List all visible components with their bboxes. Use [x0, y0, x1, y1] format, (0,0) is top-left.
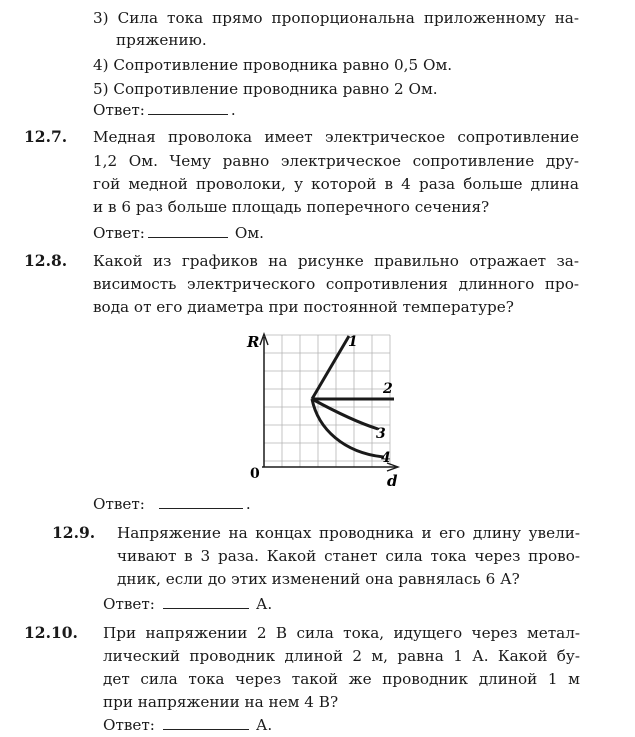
answer-label: Ответ: [103, 595, 155, 613]
answer-row-12-9 [103, 594, 272, 614]
problem-number-12-8: 12.8. [24, 251, 68, 270]
problem-12-7-line: Медная проволока имеет электрическое сопротивление [93, 128, 579, 146]
answer-row-12-10 [103, 715, 272, 735]
curve-1-label: 1 [348, 334, 358, 350]
problem-12-10-line: дет сила тока через такой же проводник длиной 1 м [103, 670, 580, 688]
option-5: 5) Сопротивление проводника равно 2 Ом. [93, 80, 438, 98]
answer-row-prev [93, 100, 236, 120]
answer-label: Ответ: [93, 224, 145, 242]
x-axis-label: d [387, 472, 398, 490]
problem-12-9-line: Напряжение на концах проводника и его длину увели- [117, 524, 580, 542]
problem-12-9-line: чивают в 3 раза. Какой станет сила тока через прово- [117, 547, 580, 565]
answer-blank[interactable] [163, 595, 249, 609]
option-3-line-1: 3) Сила тока прямо пропорциональна приложенному на- [93, 9, 579, 27]
answer-label: Ответ: [93, 101, 145, 119]
answer-label: Ответ: [103, 716, 155, 734]
problem-12-10-line: при напряжении на нем 4 В? [103, 693, 339, 711]
problem-12-7-line: и в 6 раз больше площадь поперечного сечения? [93, 198, 490, 216]
curve-2-label: 2 [383, 381, 393, 397]
problem-number-12-7: 12.7. [24, 127, 68, 146]
curve-3-label: 3 [376, 426, 386, 442]
answer-label: Ответ: [93, 495, 145, 513]
problem-12-7-line: 1,2 Ом. Чему равно электрическое сопротивление дру- [93, 152, 579, 170]
answer-row-12-8 [93, 494, 251, 514]
problem-number-12-10: 12.10. [24, 623, 78, 642]
answer-tail: . [230, 101, 236, 119]
answer-row-12-7 [93, 223, 264, 243]
y-axis-label: R [247, 333, 260, 351]
graph-grid [264, 335, 390, 467]
answer-unit: Ом. [234, 224, 265, 242]
origin-label: 0 [250, 466, 260, 482]
problem-number-12-9: 12.9. [52, 523, 96, 542]
option-4: 4) Сопротивление проводника равно 0,5 Ом. [93, 56, 453, 74]
problem-12-10-line: При напряжении 2 В сила тока, идущего через метал- [103, 624, 580, 642]
problem-12-8-line: висимость электрического сопротивления длинного про- [93, 275, 579, 293]
problem-12-10-line: лический проводник длиной 2 м, равна 1 А. Какой бу- [103, 647, 580, 665]
resistance-diameter-graph [244, 325, 404, 490]
answer-unit: А. [255, 595, 273, 613]
problem-12-8-line: вода от его диаметра при постоянной температуре? [93, 298, 514, 316]
answer-blank[interactable] [159, 495, 243, 509]
problem-12-7-line: гой медной проволоки, у которой в 4 раза больше длина [93, 175, 579, 193]
answer-blank[interactable] [148, 224, 228, 238]
option-3-line-2: пряжению. [116, 31, 207, 49]
answer-tail: . [245, 495, 251, 513]
problem-12-8-line: Какой из графиков на рисунке правильно отражает за- [93, 252, 579, 270]
answer-blank[interactable] [163, 716, 249, 730]
problem-12-9-line: дник, если до этих изменений она равнялась 6 А? [117, 570, 520, 588]
curve-4-label: 4 [381, 450, 391, 466]
graph-curve-1 [312, 336, 349, 399]
answer-unit: А. [255, 716, 273, 734]
answer-blank[interactable] [148, 101, 228, 115]
